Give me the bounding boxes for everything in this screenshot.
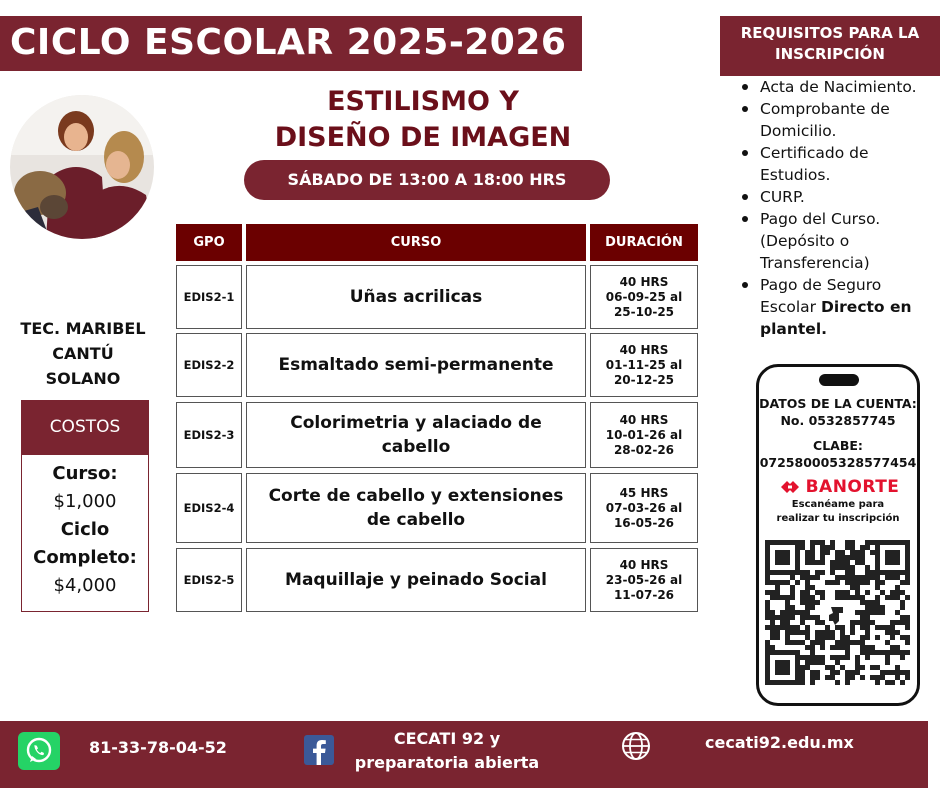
requirements-header — [720, 16, 940, 76]
table-cell-duracion — [590, 333, 698, 397]
phone-notch — [819, 374, 859, 386]
table-cell-gpo: EDIS2-4 — [176, 473, 242, 543]
footer-website[interactable]: cecati92.edu.mx — [705, 733, 854, 752]
table-cell-gpo: EDIS2-2 — [176, 333, 242, 397]
duration-start: 06-09-25 al — [605, 289, 683, 304]
duration-hours: 40 HRS — [619, 274, 669, 289]
duration-end: 25-10-25 — [613, 304, 675, 319]
globe-icon[interactable] — [621, 731, 651, 761]
table-cell-duracion — [590, 402, 698, 468]
requirement-item — [738, 274, 938, 340]
course-price: $1,000 — [53, 491, 117, 512]
table-cell-gpo: EDIS2-3 — [176, 402, 242, 468]
footer-phone[interactable]: 81-33-78-04-52 — [89, 738, 227, 757]
table-header-gpo: GPO — [176, 224, 242, 261]
requirement-insurance-bold: Directo en plantel. — [760, 298, 912, 338]
table-cell-duracion — [590, 548, 698, 612]
table-cell-gpo: EDIS2-1 — [176, 265, 242, 329]
requirement-item: Comprobante de Domicilio. — [738, 98, 938, 142]
table-cell-curso: Esmaltado semi-permanente — [246, 333, 586, 397]
duration-end: 11-07-26 — [613, 587, 675, 602]
footer-facebook[interactable] — [350, 727, 544, 775]
requirement-item: CURP. — [738, 186, 938, 208]
table-cell-curso: Uñas acrilicas — [246, 265, 586, 329]
full-cycle-label-1: Ciclo — [60, 519, 110, 540]
duration-hours: 40 HRS — [619, 342, 669, 357]
page-title: CICLO ESCOLAR 2025-2026 — [10, 22, 567, 63]
instructor-name-line2: CANTÚ SOLANO — [45, 344, 121, 388]
phone-mockup — [756, 364, 920, 706]
account-details — [759, 395, 917, 471]
duration-start: 10-01-26 al — [605, 427, 683, 442]
duration-hours: 45 HRS — [619, 485, 669, 500]
table-cell-duracion — [590, 473, 698, 543]
facebook-icon[interactable] — [304, 735, 334, 765]
course-price-label: Curso: — [52, 463, 118, 484]
costs-panel — [21, 454, 149, 612]
requirement-item: Pago del Curso. (Depósito o Transferencia) — [738, 208, 938, 274]
clabe-label: CLABE: — [813, 438, 863, 453]
requirements-list — [738, 76, 938, 340]
duration-end: 28-02-26 — [613, 442, 675, 457]
instructor-name — [14, 316, 152, 391]
requirement-insurance-text: Pago de Seguro Escolar — [760, 276, 882, 316]
table-cell-curso: Colorimetria y alaciado de cabello — [246, 402, 586, 468]
clabe-number: 072580005328577454 — [759, 455, 917, 470]
bank-name: BANORTE — [805, 477, 900, 497]
account-title: DATOS DE LA CUENTA: — [759, 396, 917, 411]
requirement-item: Acta de Nacimiento. — [738, 76, 938, 98]
scan-line2: realizar tu inscripción — [776, 513, 900, 524]
duration-end: 16-05-26 — [613, 515, 675, 530]
table-cell-gpo: EDIS2-5 — [176, 548, 242, 612]
duration-start: 07-03-26 al — [605, 500, 683, 515]
qr-code[interactable] — [763, 537, 913, 689]
full-cycle-price: $4,000 — [53, 575, 117, 596]
account-number: No. 0532857745 — [780, 413, 896, 428]
scan-instructions — [759, 498, 917, 526]
table-header-duracion: DURACIÓN — [590, 224, 698, 261]
whatsapp-icon[interactable] — [18, 732, 60, 770]
duration-start: 01-11-25 al — [605, 357, 683, 372]
costs-header: COSTOS — [21, 400, 149, 454]
title-banner — [0, 16, 582, 71]
bank-logo — [769, 476, 909, 498]
schedule-badge: SÁBADO DE 13:00 A 18:00 HRS — [244, 160, 610, 200]
duration-hours: 40 HRS — [619, 557, 669, 572]
table-cell-curso: Maquillaje y peinado Social — [246, 548, 586, 612]
table-header-curso: CURSO — [246, 224, 586, 261]
duration-end: 20-12-25 — [613, 372, 675, 387]
table-cell-duracion — [590, 265, 698, 329]
requirements-title-line2: INSCRIPCIÓN — [775, 45, 885, 63]
full-cycle-label-2: Completo: — [33, 547, 137, 568]
duration-hours: 40 HRS — [619, 412, 669, 427]
banorte-icon — [779, 479, 801, 495]
instructor-name-line1: TEC. MARIBEL — [20, 319, 146, 338]
scan-line1: Escanéame para — [791, 499, 885, 510]
requirement-item: Certificado de Estudios. — [738, 142, 938, 186]
instructor-photo — [10, 95, 154, 239]
facebook-line1: CECATI 92 y — [393, 729, 501, 748]
table-cell-curso: Corte de cabello y extensiones de cabello — [246, 473, 586, 543]
course-title-line2: DISEÑO DE IMAGEN — [274, 122, 572, 153]
course-title — [230, 84, 616, 156]
course-title-line1: ESTILISMO Y — [327, 86, 519, 117]
duration-start: 23-05-26 al — [605, 572, 683, 587]
requirements-title-line1: REQUISITOS PARA LA — [740, 24, 920, 42]
facebook-line2: preparatoria abierta — [354, 753, 540, 772]
